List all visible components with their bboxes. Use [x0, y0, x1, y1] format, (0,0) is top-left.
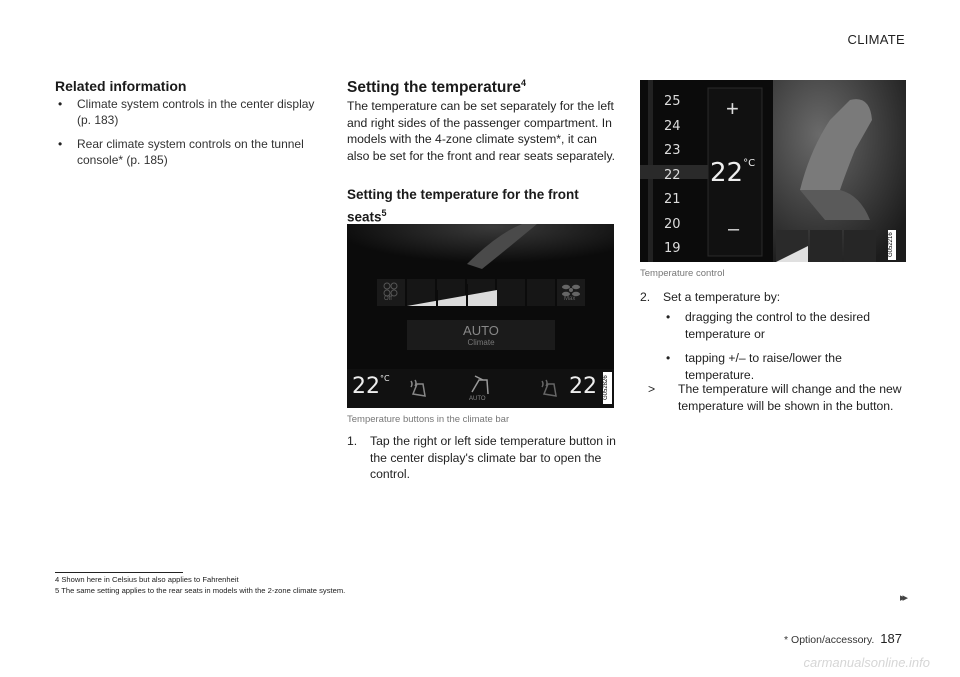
section-title-text: Setting the temperature — [347, 79, 521, 97]
step-2-bullet-drag: • dragging the control to the desired temperature or — [663, 309, 908, 342]
step-2-result: The temperature will change and the new temperature will be shown in the button. — [678, 382, 902, 413]
current-temperature-value: 22 — [710, 158, 744, 188]
fan-off-label: Off — [384, 296, 392, 302]
next-page-arrow-icon[interactable]: ▸▸ — [899, 592, 905, 604]
step-2-bullets — [663, 309, 908, 391]
front-seats-subtitle-text: Setting the temperature for the front seats — [347, 187, 579, 225]
current-temperature-unit: °C — [743, 158, 756, 169]
footnote-rule — [55, 572, 183, 573]
scale-value-22: 22 — [664, 167, 681, 183]
right-temperature-button[interactable] — [569, 374, 597, 399]
auto-small-label: AUTO — [469, 396, 486, 402]
footnote-5-number: 5 — [55, 586, 60, 595]
temperature-control-figure — [640, 80, 906, 262]
auto-label: AUTO — [463, 323, 499, 338]
footnote-4 — [55, 575, 239, 584]
section-header: CLIMATE — [847, 32, 905, 47]
step-2-text: Set a temperature by: — [663, 290, 781, 304]
right-temperature-value: 22 — [569, 374, 597, 399]
footnote-5-text: The same setting applies to the rear seats in models with the 2-zone climate system. — [61, 586, 346, 595]
left-temperature-value: 22 — [352, 374, 380, 399]
result-marker: > — [648, 382, 656, 396]
footnote-5 — [55, 586, 345, 595]
scale-value-19: 19 — [664, 241, 681, 256]
watermark: carmanualsonline.info — [803, 655, 930, 670]
auto-climate-label: Climate — [467, 338, 495, 347]
left-temperature-unit: °C — [380, 374, 390, 383]
step-2-bullet-tap: • tapping +/– to raise/lower the temperature. — [663, 350, 908, 383]
page-footer — [784, 631, 902, 646]
scale-value-20: 20 — [664, 216, 681, 232]
footnote-ref-4[interactable]: 4 — [520, 78, 526, 88]
temperature-plus-button[interactable]: + — [726, 96, 739, 121]
left-temperature-button[interactable] — [352, 374, 390, 399]
climate-bar-figure — [347, 224, 614, 408]
figure-id: G052216 — [888, 230, 896, 260]
scale-value-21: 21 — [664, 192, 681, 207]
footnote-ref-5[interactable]: 5 — [381, 208, 387, 218]
figure1-caption: Temperature buttons in the climate bar — [347, 414, 510, 425]
figure-id: G052826 — [603, 372, 612, 404]
section-title — [347, 78, 617, 97]
front-seats-subtitle — [347, 185, 617, 227]
current-temperature — [710, 158, 755, 188]
footnote-4-text: Shown here in Celsius but also applies to Fahrenheit — [61, 575, 239, 584]
related-information-title: Related information — [55, 78, 187, 94]
temperature-scale — [664, 90, 681, 262]
related-link-tunnel-console[interactable]: • Rear climate system controls on the tunnel console* (p. 185) — [55, 136, 325, 168]
page-number: 187 — [880, 631, 902, 646]
figure2-caption: Temperature control — [640, 268, 725, 279]
option-accessory-note: * Option/accessory. — [784, 634, 875, 646]
scale-value-23: 23 — [664, 143, 681, 158]
temperature-minus-button[interactable]: – — [728, 218, 740, 240]
step-2-number: 2. — [640, 290, 651, 304]
step-1-number: 1. — [347, 434, 358, 448]
related-links-list — [55, 96, 325, 176]
footnote-4-number: 4 — [55, 575, 60, 584]
scale-value-24: 24 — [664, 118, 681, 134]
intro-paragraph: The temperature can be set separately for the left and right sides of the passenger compartment. In models with the 4-zone climate system*, it can also be set for the front and rear seats separately. — [347, 99, 616, 163]
scale-value-25: 25 — [664, 94, 681, 109]
step-1-text: Tap the right or left side temperature button in the center display's climate bar to open the control. — [370, 434, 616, 481]
related-link-center-display[interactable]: • Climate system controls in the center display (p. 183) — [55, 96, 325, 128]
fan-max-label: Max — [564, 296, 576, 302]
